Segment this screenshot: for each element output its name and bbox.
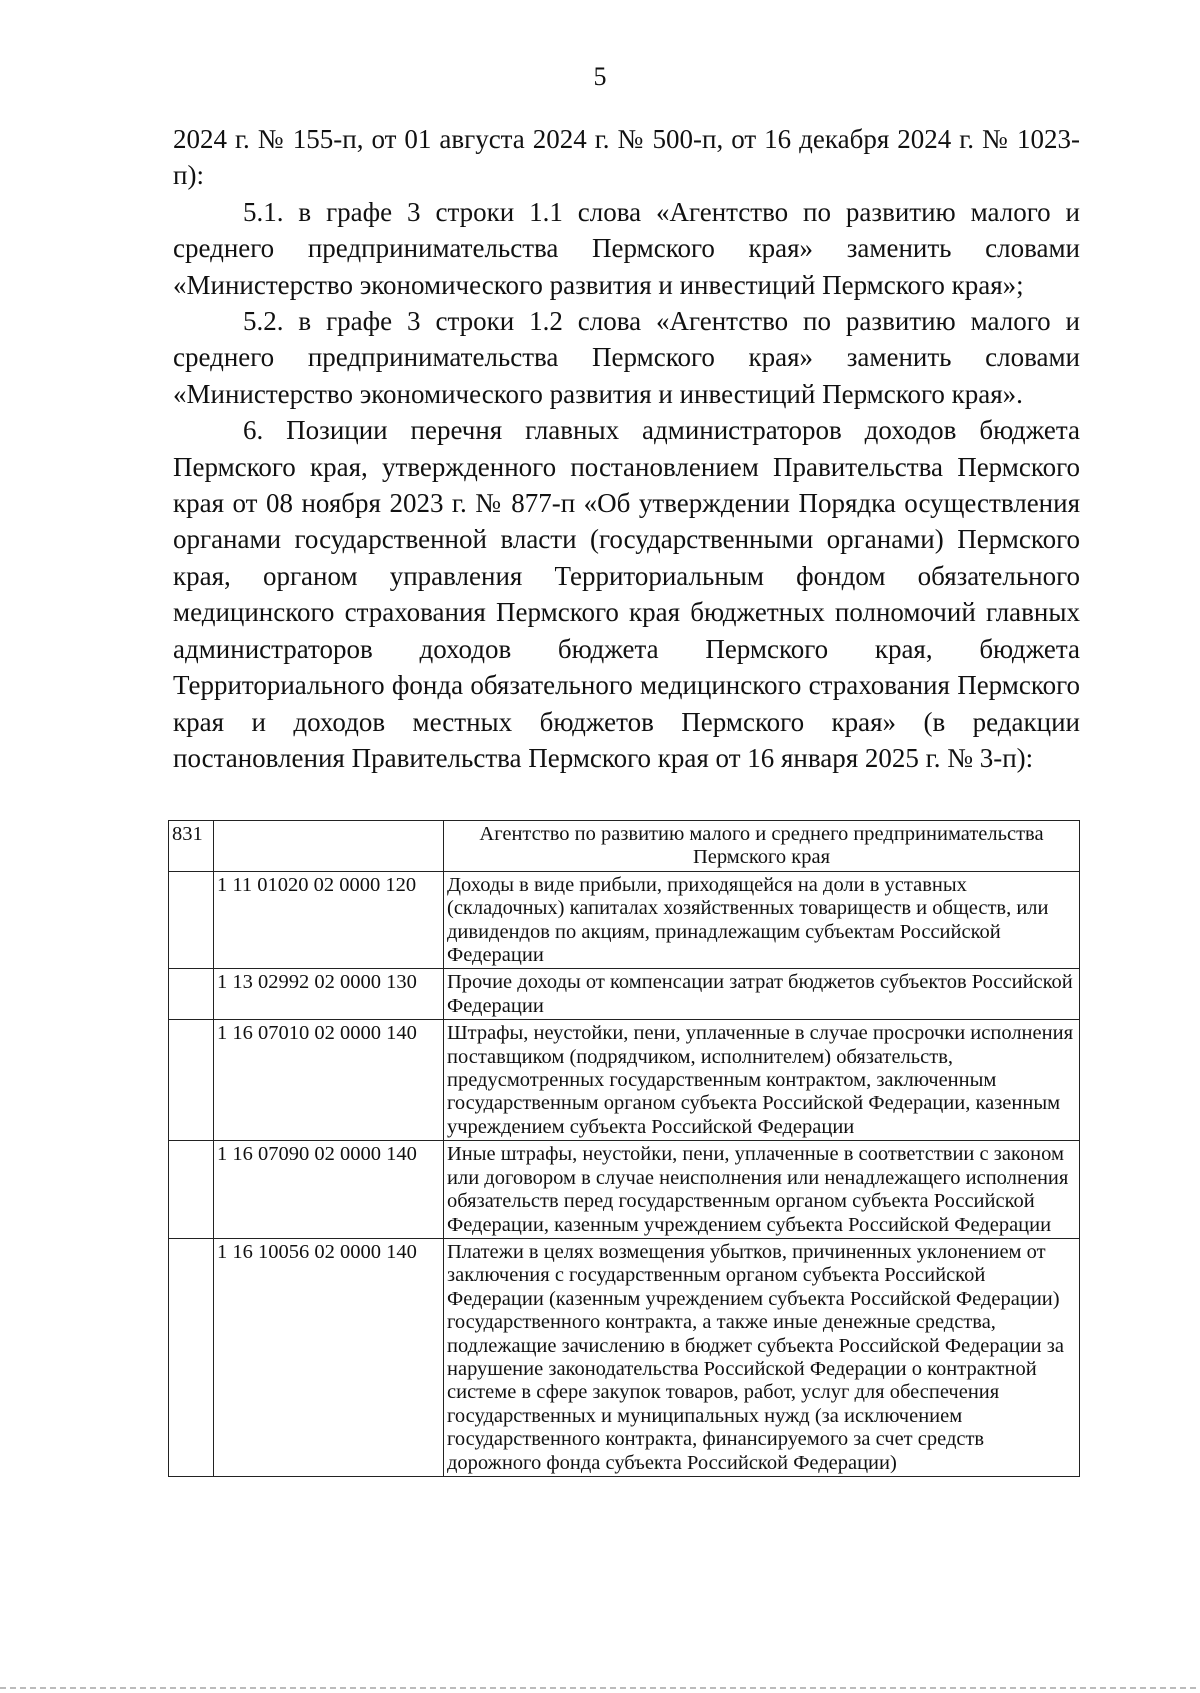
table-row <box>169 1141 1080 1239</box>
revenue-name-cell: Платежи в целях возмещения убытков, причиненных уклонением от заключения с государственным органом субъекта Российской Федерации (казенным учреждением субъекта Российской Федерации) государственного контракта, а также иные денежные средства, подлежащие зачислению в бюджет субъекта Российской Федерации за нарушение законодательства Российской Федерации о контрактной системе в сфере закупок товаров, работ, услуг для обеспечения государственных и муниципальных нужд (за исключением государственного контракта, финансируемого за счет средств дорожного фонда субъекта Российской Федерации) <box>444 1238 1080 1476</box>
administrator-code-cell <box>169 1141 214 1239</box>
administrator-code-cell <box>169 969 214 1020</box>
kbk-cell: 1 13 02992 02 0000 130 <box>214 969 444 1020</box>
scan-edge-divider <box>0 1687 1200 1689</box>
paragraph-6: 6. Позиции перечня главных администраторов доходов бюджета Пермского края, утвержденного постановлением Правительства Пермского края от 08 ноября 2023 г. № 877-п «Об утверждении Порядка осуществления органами государственной власти (государственными органами) Пермского края, органом управления Территориальным фондом обязательного медицинского страхования Пермского края бюджетных полномочий главных администраторов доходов бюджета Пермского края, бюджета Территориального фонда обязательного медицинского страхования Пермского края и доходов местных бюджетов Пермского края» (в редакции постановления Правительства Пермского края от 16 января 2025 г. № 3-п): <box>173 415 1080 773</box>
administrator-code-cell <box>169 1238 214 1476</box>
table-row <box>169 969 1080 1020</box>
administrator-code-cell <box>169 871 214 969</box>
table-row <box>169 871 1080 969</box>
table-row <box>169 1238 1080 1476</box>
body-text <box>173 121 1080 776</box>
page-number: 5 <box>593 62 607 91</box>
kbk-cell: 1 16 10056 02 0000 140 <box>214 1238 444 1476</box>
paragraph-5-1: 5.1. в графе 3 строки 1.1 слова «Агентство по развитию малого и среднего предпринимательства Пермского края» заменить словами «Министерство экономического развития и инвестиций Пермского края»; <box>173 196 1080 300</box>
table-header-row <box>169 821 1080 872</box>
revenue-name-cell: Штрафы, неустойки, пени, уплаченные в случае просрочки исполнения поставщиком (подрядчиком, исполнителем) обязательств, предусмотренных государственным контрактом, заключенным государственным органом субъекта Российской Федерации, казенным учреждением субъекта Российской Федерации <box>444 1020 1080 1141</box>
kbk-cell: 1 11 01020 02 0000 120 <box>214 871 444 969</box>
paragraph-5-2: 5.2. в графе 3 строки 1.2 слова «Агентство по развитию малого и среднего предпринимательства Пермского края» заменить словами «Министерство экономического развития и инвестиций Пермского края». <box>173 306 1080 409</box>
administrator-code-cell <box>169 1020 214 1141</box>
table-row <box>169 1020 1080 1141</box>
kbk-cell: 1 16 07090 02 0000 140 <box>214 1141 444 1239</box>
paragraph-continuation: 2024 г. № 155-п, от 01 августа 2024 г. № 500-п, от 16 декабря 2024 г. № 1023-п): <box>173 124 1080 191</box>
kbk-cell: 1 16 07010 02 0000 140 <box>214 1020 444 1141</box>
revenue-name-cell: Доходы в виде прибыли, приходящейся на доли в уставных (складочных) капиталах хозяйственных товариществ и обществ, или дивидендов по акциям, принадлежащим субъектам Российской Федерации <box>444 871 1080 969</box>
kbk-cell <box>214 821 444 872</box>
agency-name-cell: Агентство по развитию малого и среднего предпринимательства Пермского края <box>444 821 1080 872</box>
administrator-code-cell: 831 <box>169 821 214 872</box>
revenue-name-cell: Иные штрафы, неустойки, пени, уплаченные в соответствии с законом или договором в случае неисполнения или ненадлежащего исполнения обязательств перед государственным органом субъекта Российской Федерации, казенным учреждением субъекта Российской Федерации <box>444 1141 1080 1239</box>
revenue-administrators-table <box>168 820 1080 1477</box>
revenue-name-cell: Прочие доходы от компенсации затрат бюджетов субъектов Российской Федерации <box>444 969 1080 1020</box>
